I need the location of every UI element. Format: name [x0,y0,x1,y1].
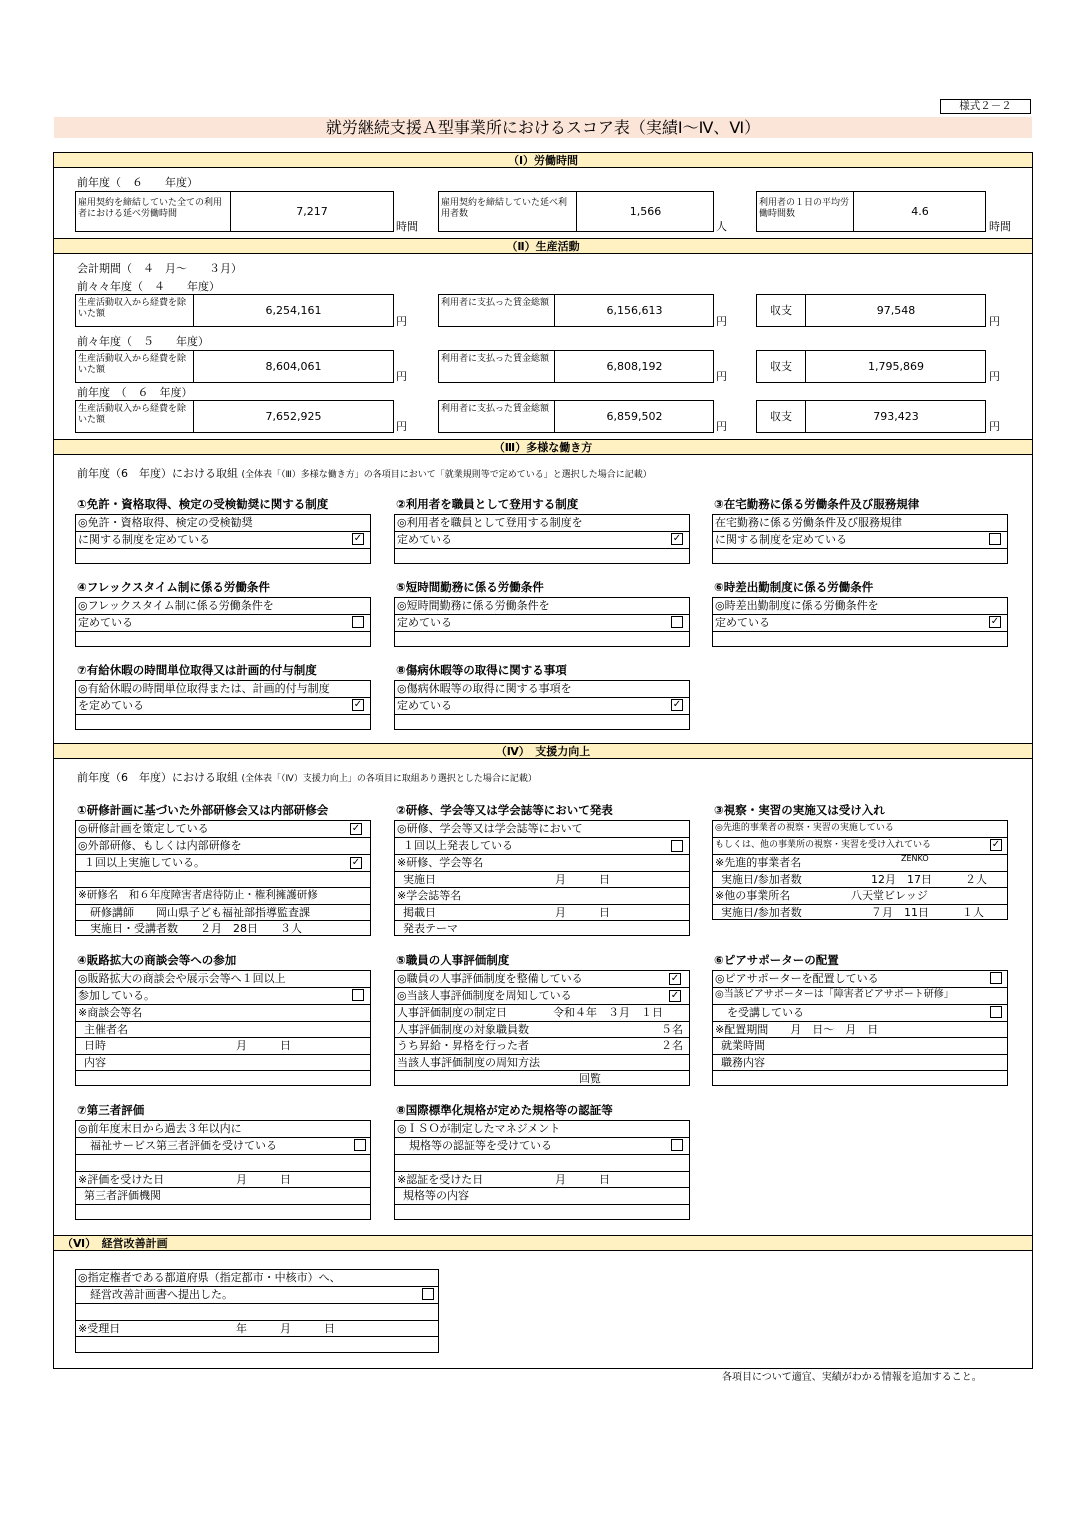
s6-r1: ◎指定権者である都道府県（指定都市・中核市）へ、 [78,1271,341,1284]
s3-item-checkbox[interactable] [989,533,1001,545]
yen-unit: 円 [989,315,1000,328]
s1-total-users-unit: 人 [716,220,727,233]
s3-item-checkbox[interactable]: ✓ [672,699,682,710]
s1-total-hours-value: 7,217 [296,205,328,218]
s3-item-line1: ◎短時間勤務に係る労働条件を [397,599,550,612]
s2-income-box [75,350,394,383]
s2-wage-value: 6,859,502 [606,410,663,423]
s3-item-title: ②利用者を職員として登用する制度 [396,497,579,511]
s4-item-2-r7: 発表テーマ [403,922,458,935]
s4-item-7-r3: ※評価を受けた日 [78,1173,165,1186]
s4-item-1-r1: ◎研修計画を策定している [78,822,209,835]
s4-item-6-r1: ◎ピアサポーターを配置している [715,972,879,985]
s2-income-value: 7,652,925 [265,410,322,423]
yen-unit: 円 [396,315,407,328]
s3-item-line2: を定めている [78,699,144,712]
s2-year-label: 前々々年度（ ４ 年度） [77,280,220,293]
s4-item-5-r1: ◎職員の人事評価制度を整備している [397,972,583,985]
s4-item-6-r2: ◎当該ピアサポーターは「障害者ピアサポート研修」 [715,989,954,1000]
s3-item-title: ⑧傷病休暇等の取得に関する事項 [396,663,567,677]
s3-item-checkbox[interactable] [671,616,683,628]
s4-item-3-r1: ◎先進的事業者の視察・実習の実施している [715,823,894,833]
s4-item-3-r2: もしくは、他の事業所の視察・実習を受け入れている [715,840,932,850]
s3-item-title: ③在宅勤務に係る労働条件及び服務規律 [714,497,920,511]
s3-item-title: ⑥時差出勤制度に係る労働条件 [714,580,874,594]
s4-item-3-box [712,820,1008,920]
s4-item-7-r3b: 月 日 [236,1173,291,1186]
s3-item-line2: 定めている [78,616,133,629]
s4-item-7-r2-checkbox[interactable] [354,1139,366,1151]
s4-item-2-r6: 掲載日 [403,906,436,919]
s3-item-checkbox[interactable]: ✓ [672,533,682,544]
s4-item-3-r6b: ７月 11日 １人 [871,906,984,919]
s3-item-box [75,680,371,730]
s4-item-5-r1-checkbox[interactable]: ✓ [670,973,680,984]
s3-item-line1: ◎傷病休暇等の取得に関する事項を [397,682,572,695]
s3-item-title: ①免許・資格取得、検定の受検勧奨に関する制度 [77,497,329,511]
yen-unit: 円 [396,370,407,383]
s4-item-2-r3: ※研修、学会等名 [397,856,484,869]
s3-item-line1: 在宅勤務に係る労働条件及び服務規律 [715,516,902,529]
footer-note: 各項目について適宜、実績がわかる情報を追加すること。 [722,1372,982,1383]
s1-avg-hours-label: 利用者の１日の平均労働時間数 [759,198,850,219]
s4-item-3-r3: ※先進的事業者名 [715,856,802,869]
s4-item-1-r3: １回以上実施している。 [84,856,205,869]
s4-item-3-r4: 実施日/参加者数 [721,873,802,886]
s4-item-8-r2-checkbox[interactable] [671,1139,683,1151]
s4-item-4-r1: ◎販路拡大の商談会や展示会等へ１回以上 [78,972,286,985]
s3-item-line1: ◎時差出勤制度に係る労働条件を [715,599,879,612]
s4-item-5-r3: 人事評価制度の制定日 [397,1006,507,1019]
s1-total-users-label: 雇用契約を締結していた延べ利用者数 [441,198,568,219]
section-6-header: （Ⅵ） 経営改善計画 [54,1236,1032,1251]
s4-item-4-box [75,970,371,1086]
s3-item-checkbox[interactable]: ✓ [353,533,363,544]
s4-note: (全体表「（Ⅳ）支援力向上」の各項目に取組あり選択とした場合に記載） [241,774,537,784]
s4-item-4-r3: ※商談会等名 [78,1006,143,1019]
s4-item-4-r2-checkbox[interactable] [352,989,364,1001]
s1-avg-hours-box [756,191,986,232]
s4-item-3-title: ③視察・実習の実施又は受け入れ [714,803,885,817]
s6-r2-checkbox[interactable] [422,1288,434,1300]
s4-intro [77,771,537,785]
s2-balance-value: 793,423 [873,410,919,423]
s4-item-7-box [75,1120,371,1220]
s4-item-5-r6: 当該人事評価制度の周知方法 [397,1056,540,1069]
s3-item-checkbox[interactable]: ✓ [990,616,1000,627]
s3-item-box [75,597,371,647]
yen-unit: 円 [396,420,407,433]
s4-item-7-title: ⑦第三者評価 [77,1103,145,1117]
s2-wage-label: 利用者に支払った賃金総額 [441,404,550,414]
yen-unit: 円 [716,420,727,433]
s2-wage-box [438,294,714,327]
s4-item-1-r4: ※研修名 和６年度障害者虐待防止・権利擁護研修 [78,889,318,901]
section-4-header: （Ⅳ） 支援力向上 [54,744,1032,759]
s4-item-8-box [394,1120,690,1220]
s3-item-line2: に関する制度を定めている [78,533,210,546]
s4-item-4-r6: 内容 [84,1056,106,1069]
s2-period: 会計期間（ ４ 月～ ３月） [77,262,242,275]
s2-income-box [75,294,394,327]
s2-balance-value: 1,795,869 [868,360,924,373]
s2-wage-value: 6,808,192 [606,360,663,373]
s2-income-label: 生産活動収入から経費を除いた額 [78,354,187,375]
yen-unit: 円 [716,315,727,328]
s3-item-line2: に関する制度を定めている [715,533,847,546]
s1-avg-hours-value: 4.6 [911,205,929,218]
s6-r3: ※受理日 [78,1322,121,1335]
s2-income-label: 生産活動収入から経費を除いた額 [78,404,187,425]
s4-item-1-r5: 研修講師 岡山県子ども福祉部指導監査課 [90,906,310,919]
s4-item-4-r5: 日時 [84,1039,106,1052]
s3-intro-text: 前年度（6 年度）における取組 [77,467,238,480]
s4-item-3-r2-checkbox[interactable]: ✓ [991,839,1001,850]
s4-item-2-title: ②研修、学会等又は学会誌等において発表 [396,803,613,817]
s4-item-5-box [394,970,690,1086]
s4-item-4-r2: 参加している。 [78,989,155,1002]
s4-item-4-title: ④販路拡大の商談会等への参加 [77,953,237,967]
s1-total-users-box [438,191,714,232]
s4-item-7-r4: 第三者評価機関 [84,1189,161,1202]
s4-item-6-r5: 就業時間 [721,1039,765,1052]
s4-item-3-r5: ※他の事業所名 [715,889,791,902]
s6-r3b: 年 月 日 [236,1322,335,1335]
s2-wage-box [438,400,714,433]
section-2-header: （Ⅱ）生産活動 [54,239,1032,254]
s3-item-title: ⑤短時間勤務に係る労働条件 [396,580,544,594]
s4-item-2-r2: １回以上発表している [403,839,513,852]
s4-item-8-title: ⑧国際標準化規格が定めた規格等の認証等 [396,1103,613,1117]
section-3-header: （Ⅲ）多様な働き方 [54,440,1032,455]
s4-item-1-r6: 実施日・受講者数 ２月 28日 ３人 [90,922,302,935]
s1-total-hours-box [75,191,394,232]
s2-wage-label: 利用者に支払った賃金総額 [441,354,550,364]
s3-item-line2: 定めている [397,699,452,712]
s3-intro [77,467,652,481]
s3-item-line1: ◎有給休暇の時間単位取得または、計画的付与制度 [78,682,330,695]
s4-item-1-box [75,820,371,936]
yen-unit: 円 [989,420,1000,433]
s2-income-value: 8,604,061 [265,360,322,373]
s4-item-8-r3b: 月 日 [555,1173,610,1186]
s4-item-5-r2-checkbox[interactable]: ✓ [670,990,680,1001]
s4-item-6-title: ⑥ピアサポーターの配置 [714,953,839,967]
s2-balance-box [756,350,986,383]
s4-item-5-r4: 人事評価制度の対象職員数 [397,1023,529,1036]
s4-item-2-box [394,820,690,936]
s4-item-5-title: ⑤職員の人事評価制度 [396,953,510,967]
s3-item-box [75,514,371,564]
s3-item-box [394,680,690,730]
s4-intro-text: 前年度（6 年度）における取組 [77,771,238,784]
s4-item-2-r1: ◎研修、学会等又は学会誌等において [397,822,583,835]
s4-item-6-r3: を受講している [727,1006,804,1019]
s2-balance-label: 収支 [770,360,792,373]
s4-item-5-r5b: ２名 [661,1039,683,1052]
s1-total-hours-label: 雇用契約を締結していた全ての利用者における延べ労働時間 [78,198,223,219]
s4-item-6-r6: 職務内容 [721,1056,765,1069]
s4-item-4-r5b: 月 日 [236,1039,291,1052]
s4-item-8-r4: 規格等の内容 [403,1189,469,1202]
s2-wage-label: 利用者に支払った賃金総額 [441,298,550,308]
section-1-header: （Ⅰ）労働時間 [54,153,1032,168]
s4-item-2-r4: 実施日 [403,873,436,886]
s3-item-box [712,514,1008,564]
yen-unit: 円 [716,370,727,383]
s3-item-checkbox[interactable]: ✓ [353,699,363,710]
s2-balance-box [756,294,986,327]
s4-item-6-box [712,970,1008,1086]
form-number: 様式２－２ [940,99,1031,114]
s2-year-label: 前々年度（ ５ 年度） [77,335,209,348]
s3-item-box [394,514,690,564]
s4-item-3-r4b: 12月 17日 ２人 [871,873,987,886]
s6-box [75,1269,439,1353]
s2-income-value: 6,254,161 [265,304,322,317]
s6-r2: 経営改善計画書へ提出した。 [90,1288,233,1301]
s4-item-8-r3: ※認証を受けた日 [397,1173,484,1186]
s2-year-label: 前年度 （ ６ 年度） [77,386,193,399]
s4-item-8-r2: 規格等の認証等を受けている [409,1139,552,1152]
s4-item-7-r1: ◎前年度末日から過去３年以内に [78,1122,242,1135]
s3-item-title: ④フレックスタイム制に係る労働条件 [77,580,270,594]
s3-item-line2: 定めている [715,616,770,629]
s4-item-2-r2-checkbox[interactable] [671,840,683,852]
s3-item-line1: ◎フレックスタイム制に係る労働条件を [78,599,274,612]
s4-item-3-r3b: ZENKO [901,854,929,863]
s2-income-label: 生産活動収入から経費を除いた額 [78,298,187,319]
s3-item-line1: ◎利用者を職員として登用する制度を [397,516,583,529]
s4-item-8-r1: ◎ＩＳＯが制定したマネジメント [397,1122,561,1135]
s4-item-3-r6: 実施日/参加者数 [721,906,802,919]
s4-item-6-r1-checkbox[interactable] [990,972,1002,984]
s4-item-2-r5: ※学会誌等名 [397,889,462,902]
s1-year: 前年度（ ６ 年度） [77,176,198,189]
s3-item-box [712,597,1008,647]
s3-item-title: ⑦有給休暇の時間単位取得又は計画的付与制度 [77,663,317,677]
s4-item-1-title: ①研修計画に基づいた外部研修会又は内部研修会 [77,803,329,817]
yen-unit: 円 [989,370,1000,383]
s4-item-2-r4b: 月 日 [555,873,610,886]
s4-item-1-r3-checkbox[interactable]: ✓ [351,857,361,868]
s4-item-3-r5b: 八天堂ビレッジ [851,889,928,902]
s4-item-2-r6b: 月 日 [555,906,610,919]
s4-item-5-r2: ◎当該人事評価制度を周知している [397,989,572,1002]
s2-balance-box [756,400,986,433]
s2-wage-value: 6,156,613 [606,304,663,317]
s3-item-line2: 定めている [397,616,452,629]
s3-item-line1: ◎免許・資格取得、検定の受検勧奨 [78,516,253,529]
s3-item-box [394,597,690,647]
s4-item-5-r3b: 令和４年 ３月 １日 [553,1006,663,1019]
s4-item-1-r1-checkbox[interactable]: ✓ [351,823,361,834]
s4-item-4-r4: 主催者名 [84,1023,128,1036]
s3-item-line2: 定めている [397,533,452,546]
s3-note: (全体表「（Ⅲ）多様な働き方」の各項目において「就業規則等で定めている」と選択した場合に記載） [241,470,652,480]
page-title: 就労継続支援Ａ型事業所におけるスコア表（実績Ⅰ～Ⅳ、Ⅵ） [54,117,1032,138]
s2-balance-label: 収支 [770,304,792,317]
s3-item-checkbox[interactable] [352,616,364,628]
s4-item-6-r3-checkbox[interactable] [990,1006,1002,1018]
s1-total-hours-unit: 時間 [396,220,418,233]
s4-item-5-r4b: ５名 [661,1023,683,1036]
s4-item-5-r7: 回覧 [579,1072,601,1085]
s2-wage-box [438,350,714,383]
s4-item-1-r2: ◎外部研修、もしくは内部研修を [78,839,242,852]
s4-item-5-r5: うち昇給・昇格を行った者 [397,1039,529,1052]
s2-balance-label: 収支 [770,410,792,423]
s2-income-box [75,400,394,433]
s4-item-7-r2: 福祉サービス第三者評価を受けている [90,1139,277,1152]
s1-total-users-value: 1,566 [629,205,662,218]
s2-balance-value: 97,548 [876,304,916,317]
s1-avg-hours-unit: 時間 [989,220,1011,233]
s4-item-6-r4: ※配置期間 月 日～ 月 日 [715,1023,879,1036]
